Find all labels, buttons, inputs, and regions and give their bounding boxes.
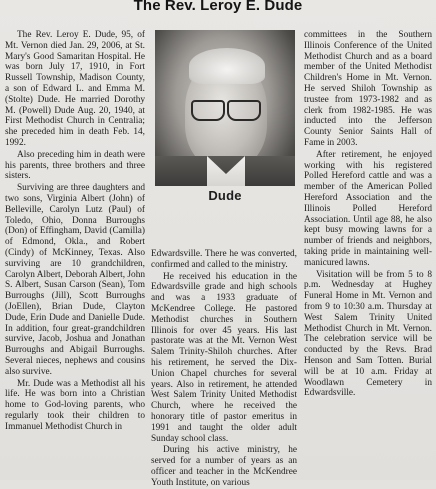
column-3 (304, 30, 432, 399)
portrait-photo (155, 30, 295, 186)
paragraph: He received his education in the Edwardsville grade and high schools and was a 1933 graduate of McKendree College. He pastored Methodist churches in Southern Illinois for over 45 years. His last pastorate was at the Mt. Vernon West Salem Trinity-Shiloh churches. After his retirement, he served the Dix-Union Chapel churches for several years. Also in retirement, he attended West Salem Trinity United Methodist Church, where he received the honorary title of pastor emeritus in 1991 and taught the older adult Sunday school class. (151, 271, 297, 444)
paragraph: Mr. Dude was a Methodist all his life. He was born into a Christian home to God-loving parents, who regularly took their children to Immanuel Methodist Church in (5, 378, 145, 432)
column-1 (5, 30, 145, 432)
paragraph: Visitation will be from 5 to 8 p.m. Wednesday at Hughey Funeral Home in Mt. Vernon and from 9 to 10:30 a.m. Thursday at West Salem Trinity United Methodist Church in Mt. Vernon. The celebration service will be conducted by the Revs. Brad Henson and Sam Totten. Burial will be at 10 a.m. Friday at Woodlawn Cemetery in Edwardsville. (304, 269, 432, 399)
portrait-hair (189, 48, 265, 84)
paragraph: Surviving are three daughters and two sons, Virginia Albert (John) of Belleville, Carolyn Lutz (Paul) of Toledo, Ohio, Donna Burroughs (Don) of Effingham, David (Camilla) of Edmond, Okla., and Robert (Cindy) of McKinney, Texas. Also surviving are 10 grandchildren, Carolyn Albert, Deborah Albert, John S. Albert, Susan Carson (Sean), Tom Burroughs (Jill), Scott Burroughs (JoEllen), Brian Dude, Clayton Dude, Erin Dude and Danielle Dude. In addition, four great-grandchildren survive, Jacob, Joshua and Jonathan Burroughs and Abigail Burroughs. Several nieces, nephews and cousins also survive. (5, 183, 145, 377)
paragraph: Edwardsville. There he was converted, confirmed and called to the ministry. (151, 249, 297, 270)
headline: The Rev. Leroy E. Dude (133, 0, 303, 14)
photo-caption: Dude (208, 188, 242, 203)
paragraph: During his active ministry, he served for a number of years as an officer and teacher in the McKendree Youth Institute, on various (151, 445, 297, 488)
paragraph: The Rev. Leroy E. Dude, 95, of Mt. Vernon died Jan. 29, 2006, at St. Mary's Good Samaritan Hospital. He was born July 17, 1910, in Fort Russell Township, Madison County, a son of Edward L. and Emma M. (Stolte) Dude. He married Dorothy M. (Powell) Dude Aug. 20, 1940, at First Methodist Church in Centralia; she preceded him in death Feb. 14, 1992. (5, 30, 145, 148)
paragraph: committees in the Southern Illinois Conference of the United Methodist Church and as a board member of the United Methodist Children's Home in Mt. Vernon. He served Shiloh Township as trustee from 1973-1982 and as clerk from 1982-1985. He was inducted into the Jefferson County Senior Saints Hall of Fame in 2003. (304, 30, 432, 148)
portrait-glasses (191, 100, 261, 118)
paragraph: After retirement, he enjoyed working with his registered Polled Hereford cattle and was a member of the American Polled Hereford Association and the Illinois Polled Hereford Association. Until age 88, he also kept busy mowing lawns for a number of friends and neighbors, taking pride in maintaining well-manicured lawns. (304, 149, 432, 268)
column-2 (151, 249, 297, 489)
paragraph: Also preceding him in death were his parents, three brothers and three sisters. (5, 149, 145, 182)
